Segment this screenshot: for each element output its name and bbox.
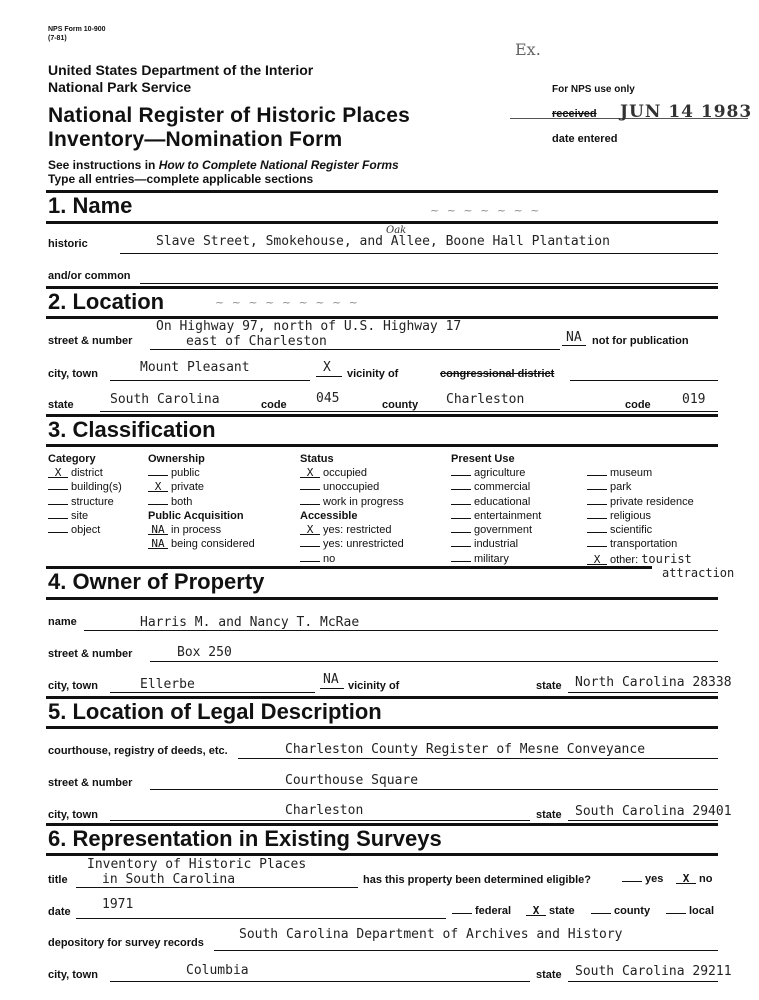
category-options bbox=[48, 466, 122, 537]
owner-street-value: Box 250 bbox=[177, 645, 232, 660]
acquisition-option[interactable]: NA being considered bbox=[148, 537, 255, 551]
received-label: received bbox=[552, 108, 597, 120]
section6-heading: 6. Representation in Existing Surveys bbox=[48, 826, 442, 851]
section6-bottom-rule bbox=[46, 853, 718, 856]
status-option[interactable]: X occupied bbox=[300, 466, 404, 480]
present-use-option[interactable]: entertainment bbox=[451, 509, 541, 523]
status-option[interactable]: work in progress bbox=[300, 495, 404, 509]
present-use-options-col1 bbox=[451, 466, 541, 566]
section1-margin-scribble: ~ ~ ~ ~ ~ ~ ~ bbox=[430, 204, 542, 217]
ownership-options bbox=[148, 466, 204, 509]
instructions-line1: See instructions in How to Complete National Register Forms bbox=[48, 158, 399, 172]
eligible-question: has this property been determined eligible? bbox=[363, 874, 591, 886]
location-vicinity-blank bbox=[316, 376, 342, 377]
courthouse-label: courthouse, registry of deeds, etc. bbox=[48, 745, 228, 757]
accessible-option[interactable]: no bbox=[300, 552, 404, 566]
not-for-publication-label: not for publication bbox=[592, 335, 689, 347]
not-for-publication-blank bbox=[562, 345, 586, 346]
survey-date-label: date bbox=[48, 906, 71, 918]
legal-street-label: street & number bbox=[48, 777, 133, 789]
date-entered-label: date entered bbox=[552, 133, 618, 145]
accessible-heading: Accessible bbox=[300, 510, 358, 522]
owner-name-label: name bbox=[48, 616, 77, 628]
location-city-value: Mount Pleasant bbox=[140, 360, 250, 375]
legal-city-value: Charleston bbox=[285, 803, 364, 818]
eligible-no-option[interactable]: X no bbox=[676, 872, 712, 886]
location-city-line bbox=[110, 380, 310, 381]
acquisition-options bbox=[148, 523, 255, 552]
location-vicinity-label: vicinity of bbox=[347, 368, 399, 380]
andor-common-line bbox=[140, 283, 718, 284]
section3-bottom-rule bbox=[46, 444, 718, 447]
survey-state-value: South Carolina 29211 bbox=[575, 964, 732, 979]
category-option[interactable]: object bbox=[48, 523, 122, 537]
category-option[interactable]: structure bbox=[48, 495, 122, 509]
received-stamp-date: JUN 14 1983 bbox=[620, 102, 753, 122]
status-heading: Status bbox=[300, 453, 334, 465]
historic-line bbox=[120, 253, 718, 254]
location-state-label: state bbox=[48, 399, 74, 411]
form-title-line1: National Register of Historic Places bbox=[48, 104, 410, 127]
public-acquisition-heading: Public Acquisition bbox=[148, 510, 244, 522]
section5-heading: 5. Location of Legal Description bbox=[48, 699, 382, 724]
section1-heading: 1. Name bbox=[48, 193, 133, 218]
corner-mark: Ex. bbox=[515, 40, 541, 59]
present-use-option-other[interactable]: X other: tourist bbox=[587, 552, 694, 567]
other-use-value-1: tourist bbox=[641, 551, 692, 566]
status-options bbox=[300, 466, 404, 509]
congressional-district-label: congressional district bbox=[440, 368, 555, 380]
agency-department: United States Department of the Interior bbox=[48, 62, 314, 78]
survey-state-label: state bbox=[536, 969, 562, 981]
historic-label: historic bbox=[48, 238, 88, 250]
location-county-label: county bbox=[382, 399, 419, 411]
nps-use-label: For NPS use only bbox=[552, 84, 635, 95]
owner-vicinity-blank bbox=[320, 688, 344, 689]
legal-street-value: Courthouse Square bbox=[285, 773, 419, 788]
instructions-line2: Type all entries—complete applicable sections bbox=[48, 172, 314, 186]
status-option[interactable]: unoccupied bbox=[300, 480, 404, 494]
present-use-option[interactable]: commercial bbox=[451, 480, 541, 494]
owner-street-line bbox=[150, 661, 718, 662]
present-use-option[interactable]: transportation bbox=[587, 537, 694, 551]
present-use-option[interactable]: agriculture bbox=[451, 466, 541, 480]
not-for-publication-value: NA bbox=[566, 330, 582, 345]
form-title-line2: Inventory—Nomination Form bbox=[48, 128, 343, 151]
category-option[interactable]: site bbox=[48, 509, 122, 523]
section5-bottom-rule bbox=[46, 726, 718, 729]
owner-city-line bbox=[110, 692, 315, 693]
survey-title-value-2: in South Carolina bbox=[102, 872, 236, 887]
present-use-option[interactable]: government bbox=[451, 523, 541, 537]
category-heading: Category bbox=[48, 453, 96, 465]
location-street-label: street & number bbox=[48, 335, 133, 347]
legal-state-value: South Carolina 29401 bbox=[575, 804, 732, 819]
other-use-value-2: attraction bbox=[662, 566, 735, 580]
owner-state-line bbox=[568, 692, 718, 693]
category-option[interactable]: building(s) bbox=[48, 480, 122, 494]
survey-title-label: title bbox=[48, 874, 68, 886]
location-code2-value: 019 bbox=[682, 392, 706, 407]
form-date: (7-81) bbox=[48, 35, 67, 42]
acquisition-option[interactable]: NA in process bbox=[148, 523, 255, 537]
courthouse-line bbox=[238, 758, 718, 759]
survey-date-value: 1971 bbox=[102, 897, 134, 912]
survey-city-line bbox=[110, 981, 530, 982]
survey-local-option[interactable]: local bbox=[666, 904, 714, 918]
location-city-label: city, town bbox=[48, 368, 98, 380]
owner-vicinity-value: NA bbox=[323, 672, 339, 687]
section2-margin-scribble: ~ ~ ~ ~ ~ ~ ~ ~ ~ bbox=[215, 296, 360, 309]
present-use-option[interactable]: museum bbox=[587, 466, 694, 480]
present-use-option[interactable]: park bbox=[587, 480, 694, 494]
present-use-option[interactable]: military bbox=[451, 552, 541, 566]
section1-bottom-rule bbox=[46, 221, 718, 224]
location-code-label: code bbox=[261, 399, 287, 411]
owner-state-value: North Carolina 28338 bbox=[575, 675, 732, 690]
survey-city-label: city, town bbox=[48, 969, 98, 981]
survey-county-option[interactable]: county bbox=[591, 904, 650, 918]
depository-value: South Carolina Department of Archives and History bbox=[239, 927, 623, 942]
location-state-value: South Carolina bbox=[110, 392, 220, 407]
accessible-option[interactable]: X yes: restricted bbox=[300, 523, 404, 537]
section4-bottom-rule bbox=[46, 597, 718, 600]
present-use-option[interactable]: scientific bbox=[587, 523, 694, 537]
location-street-value-2: east of Charleston bbox=[186, 334, 327, 349]
section1-top-rule bbox=[46, 190, 718, 193]
location-county-value: Charleston bbox=[446, 392, 525, 407]
section2-heading: 2. Location bbox=[48, 289, 165, 314]
owner-city-value: Ellerbe bbox=[140, 677, 195, 692]
historic-name-value: Slave Street, Smokehouse, and Allee, Boone Hall Plantation bbox=[156, 234, 610, 249]
historic-handwritten-insert: Oak bbox=[386, 225, 407, 236]
owner-street-label: street & number bbox=[48, 648, 133, 660]
legal-street-line bbox=[150, 789, 718, 790]
ownership-option[interactable]: both bbox=[148, 495, 204, 509]
owner-name-value: Harris M. and Nancy T. McRae bbox=[140, 615, 360, 630]
eligible-yes-option[interactable]: yes bbox=[622, 872, 663, 886]
location-code-value: 045 bbox=[316, 391, 340, 406]
survey-title-line bbox=[76, 887, 358, 888]
present-use-option[interactable]: industrial bbox=[451, 537, 541, 551]
courthouse-value: Charleston County Register of Mesne Conveyance bbox=[285, 742, 646, 757]
andor-common-label: and/or common bbox=[48, 270, 131, 282]
location-street-line bbox=[150, 349, 560, 350]
owner-state-label: state bbox=[536, 680, 562, 692]
form-number: NPS Form 10-900 bbox=[48, 26, 106, 33]
survey-city-value: Columbia bbox=[186, 963, 249, 978]
present-use-option[interactable]: religious bbox=[587, 509, 694, 523]
survey-state-option[interactable]: X state bbox=[526, 904, 575, 918]
agency-service: National Park Service bbox=[48, 79, 192, 95]
owner-city-label: city, town bbox=[48, 680, 98, 692]
depository-label: depository for survey records bbox=[48, 937, 204, 949]
accessible-option[interactable]: yes: unrestricted bbox=[300, 537, 404, 551]
location-state-line bbox=[100, 411, 718, 412]
owner-vicinity-label: vicinity of bbox=[348, 680, 400, 692]
location-vicinity-mark: X bbox=[323, 360, 331, 375]
present-use-option[interactable]: educational bbox=[451, 495, 541, 509]
owner-name-line bbox=[84, 630, 718, 631]
ownership-option[interactable]: X private bbox=[148, 480, 204, 494]
section4-heading: 4. Owner of Property bbox=[48, 569, 265, 594]
survey-state-line bbox=[568, 981, 718, 982]
legal-city-label: city, town bbox=[48, 809, 98, 821]
ownership-option[interactable]: public bbox=[148, 466, 204, 480]
location-street-value-1: On Highway 97, north of U.S. Highway 17 bbox=[156, 319, 462, 334]
ownership-heading: Ownership bbox=[148, 453, 205, 465]
survey-federal-option[interactable]: federal bbox=[452, 904, 511, 918]
accessible-options bbox=[300, 523, 404, 566]
depository-line bbox=[214, 950, 718, 951]
legal-state-line bbox=[568, 820, 718, 821]
category-option[interactable]: X district bbox=[48, 466, 122, 480]
section3-heading: 3. Classification bbox=[48, 417, 216, 442]
legal-city-line bbox=[110, 820, 530, 821]
present-use-option[interactable]: private residence bbox=[587, 495, 694, 509]
location-code2-label: code bbox=[625, 399, 651, 411]
location-district-line bbox=[570, 380, 718, 381]
survey-date-line bbox=[76, 918, 446, 919]
present-use-options-col2 bbox=[587, 466, 694, 567]
survey-title-value-1: Inventory of Historic Places bbox=[87, 857, 307, 872]
present-use-heading: Present Use bbox=[451, 453, 515, 465]
legal-state-label: state bbox=[536, 809, 562, 821]
